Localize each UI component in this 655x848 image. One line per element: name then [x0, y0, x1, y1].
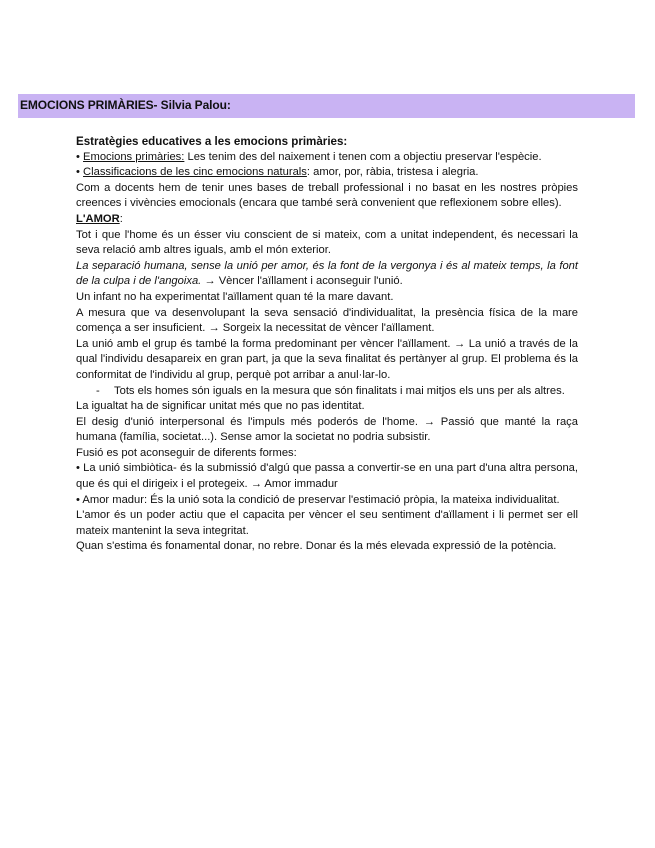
dash-marker: - — [96, 384, 100, 397]
amor-paragraph-1-italic: La separació humana, sense la unió per amor, és la font de la vergonya i és al mateix temps, la font de la culpa i de l'angoixa. → Vèncer l'aïllament i aconseguir l'unió. — [76, 259, 578, 288]
amor-paragraph-6a: • Amor madur: És la unió sota la condició de preservar l'estimació pròpia, la mateixa individualitat. — [76, 493, 560, 506]
bullet-term: Classificacions de les cinc emocions naturals — [83, 166, 307, 179]
bullet-term: Emocions primàries: — [83, 150, 185, 163]
section-header — [18, 94, 635, 118]
amor-paragraph-1: Tot i que l'home és un ésser viu conscient de si mateix, com a unitat independent, és necessari la seva relació amb altres iguals, amb el món exterior. — [76, 228, 578, 257]
amor-paragraph-7: Quan s'estima és fonamental donar, no rebre. Donar és la més elevada expressió de la potència. — [76, 540, 557, 553]
amor-paragraph-4a: La igualtat ha de significar unitat més que no pas identitat. — [76, 400, 365, 413]
amor-paragraph-3: La unió amb el grup és també la forma predominant per vèncer l'aïllament. → La unió a través de la qual l'individu desapareix en gran part, ja que la seva finalitat és pertànyer al grup. El problema és la conformitat de l'individu al grup, perquè pot arribar a anul·lar-lo. — [76, 337, 578, 381]
dash-list-item — [76, 384, 578, 400]
dash-item-text: Tots els homes són iguals en la mesura que són finalitats i mai mitjos els uns per als altres. — [114, 384, 565, 397]
amor-paragraph-6b: L'amor és un poder actiu que el capacita per vèncer el seu sentiment d'aïllament i li permet ser ell mateix mantenint la seva integritat. — [76, 509, 578, 537]
subtitle: Estratègies educatives a les emocions primàries: — [76, 135, 348, 148]
bullet-emocions-primaries: • Emocions primàries: Les tenim des del naixement i tenen com a objectiu preservar l'espècie. — [76, 150, 542, 163]
amor-paragraph-5b: • La unió simbiòtica- és la submissió d'algú que passa a convertir-se en una part d'una altra persona, que és qui el dirigeix i el protegeix. → Amor immadur — [76, 462, 578, 491]
amor-heading: L'AMOR: — [76, 212, 123, 225]
intro-paragraph: Com a docents hem de tenir unes bases de treball professional i no basat en les nostres pròpies creences i vivències emocionals (encara que també serà convenient que reflexionem sobre elles). — [76, 181, 578, 210]
amor-paragraph-2b: A mesura que va desenvolupant la seva sensació d'individualitat, la presència física de la mare comença a ser insuficient. → Sorgeix la necessitat de vèncer l'aïllament. — [76, 306, 578, 335]
amor-paragraph-5a: Fusió es pot aconseguir de diferents formes: — [76, 446, 297, 459]
document-body — [76, 134, 578, 555]
header-title: EMOCIONS PRIMÀRIES- Silvia Palou: — [20, 98, 231, 112]
amor-paragraph-2a: Un infant no ha experimentat l'aïllament quan té la mare davant. — [76, 290, 394, 303]
bullet-classificacions: • Classificacions de les cinc emocions naturals: amor, por, ràbia, tristesa i alegria. — [76, 166, 479, 179]
amor-paragraph-4b: El desig d'unió interpersonal és l'impuls més poderós de l'home. → Passió que manté la raça humana (família, societat...). Sense amor la societat no podria subsistir. — [76, 415, 578, 444]
